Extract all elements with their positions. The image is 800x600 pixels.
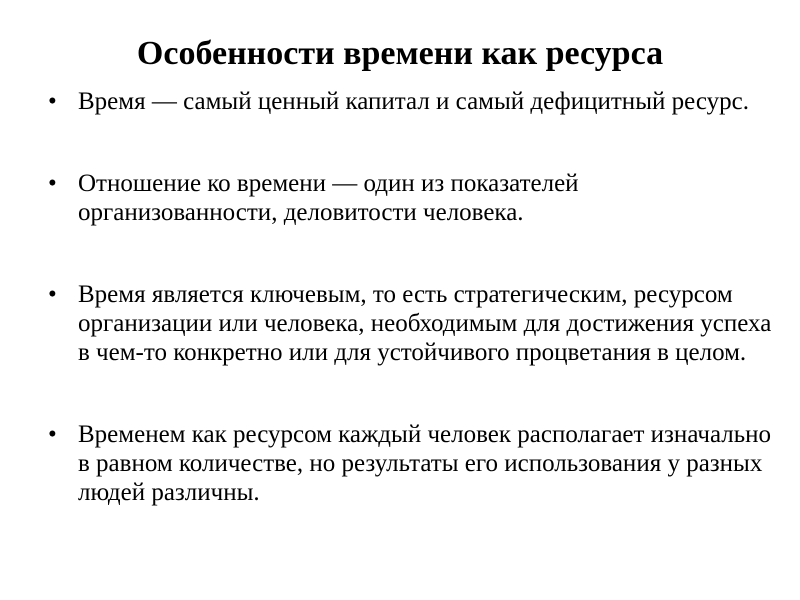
bullet-text: Время — самый ценный капитал и самый дефицитный ресурс. — [78, 88, 749, 115]
bullet-text: Отношение ко времени — один из показателей организованности, деловитости человека. — [78, 170, 579, 226]
bullet-text: Временем как ресурсом каждый человек располагает изначально в равном количестве, но результаты его использования у разных людей различны. — [78, 421, 772, 506]
bullet-marker: • — [48, 421, 57, 448]
bullet-text: Время является ключевым, то есть стратегическим, ресурсом организации или человека, необходимым для достижения успеха в чем-то конкретно или для устойчивого процветания в целом. — [78, 281, 772, 366]
slide-title: Особенности времени как ресурса — [136, 35, 664, 72]
bullet-marker: • — [48, 88, 57, 115]
bullet-list — [46, 87, 776, 507]
bullet-marker: • — [48, 170, 57, 197]
bullet-item — [46, 169, 776, 227]
bullet-item — [46, 420, 776, 507]
bullet-item — [46, 87, 776, 116]
bullet-marker: • — [48, 281, 57, 308]
bullet-item — [46, 280, 776, 367]
